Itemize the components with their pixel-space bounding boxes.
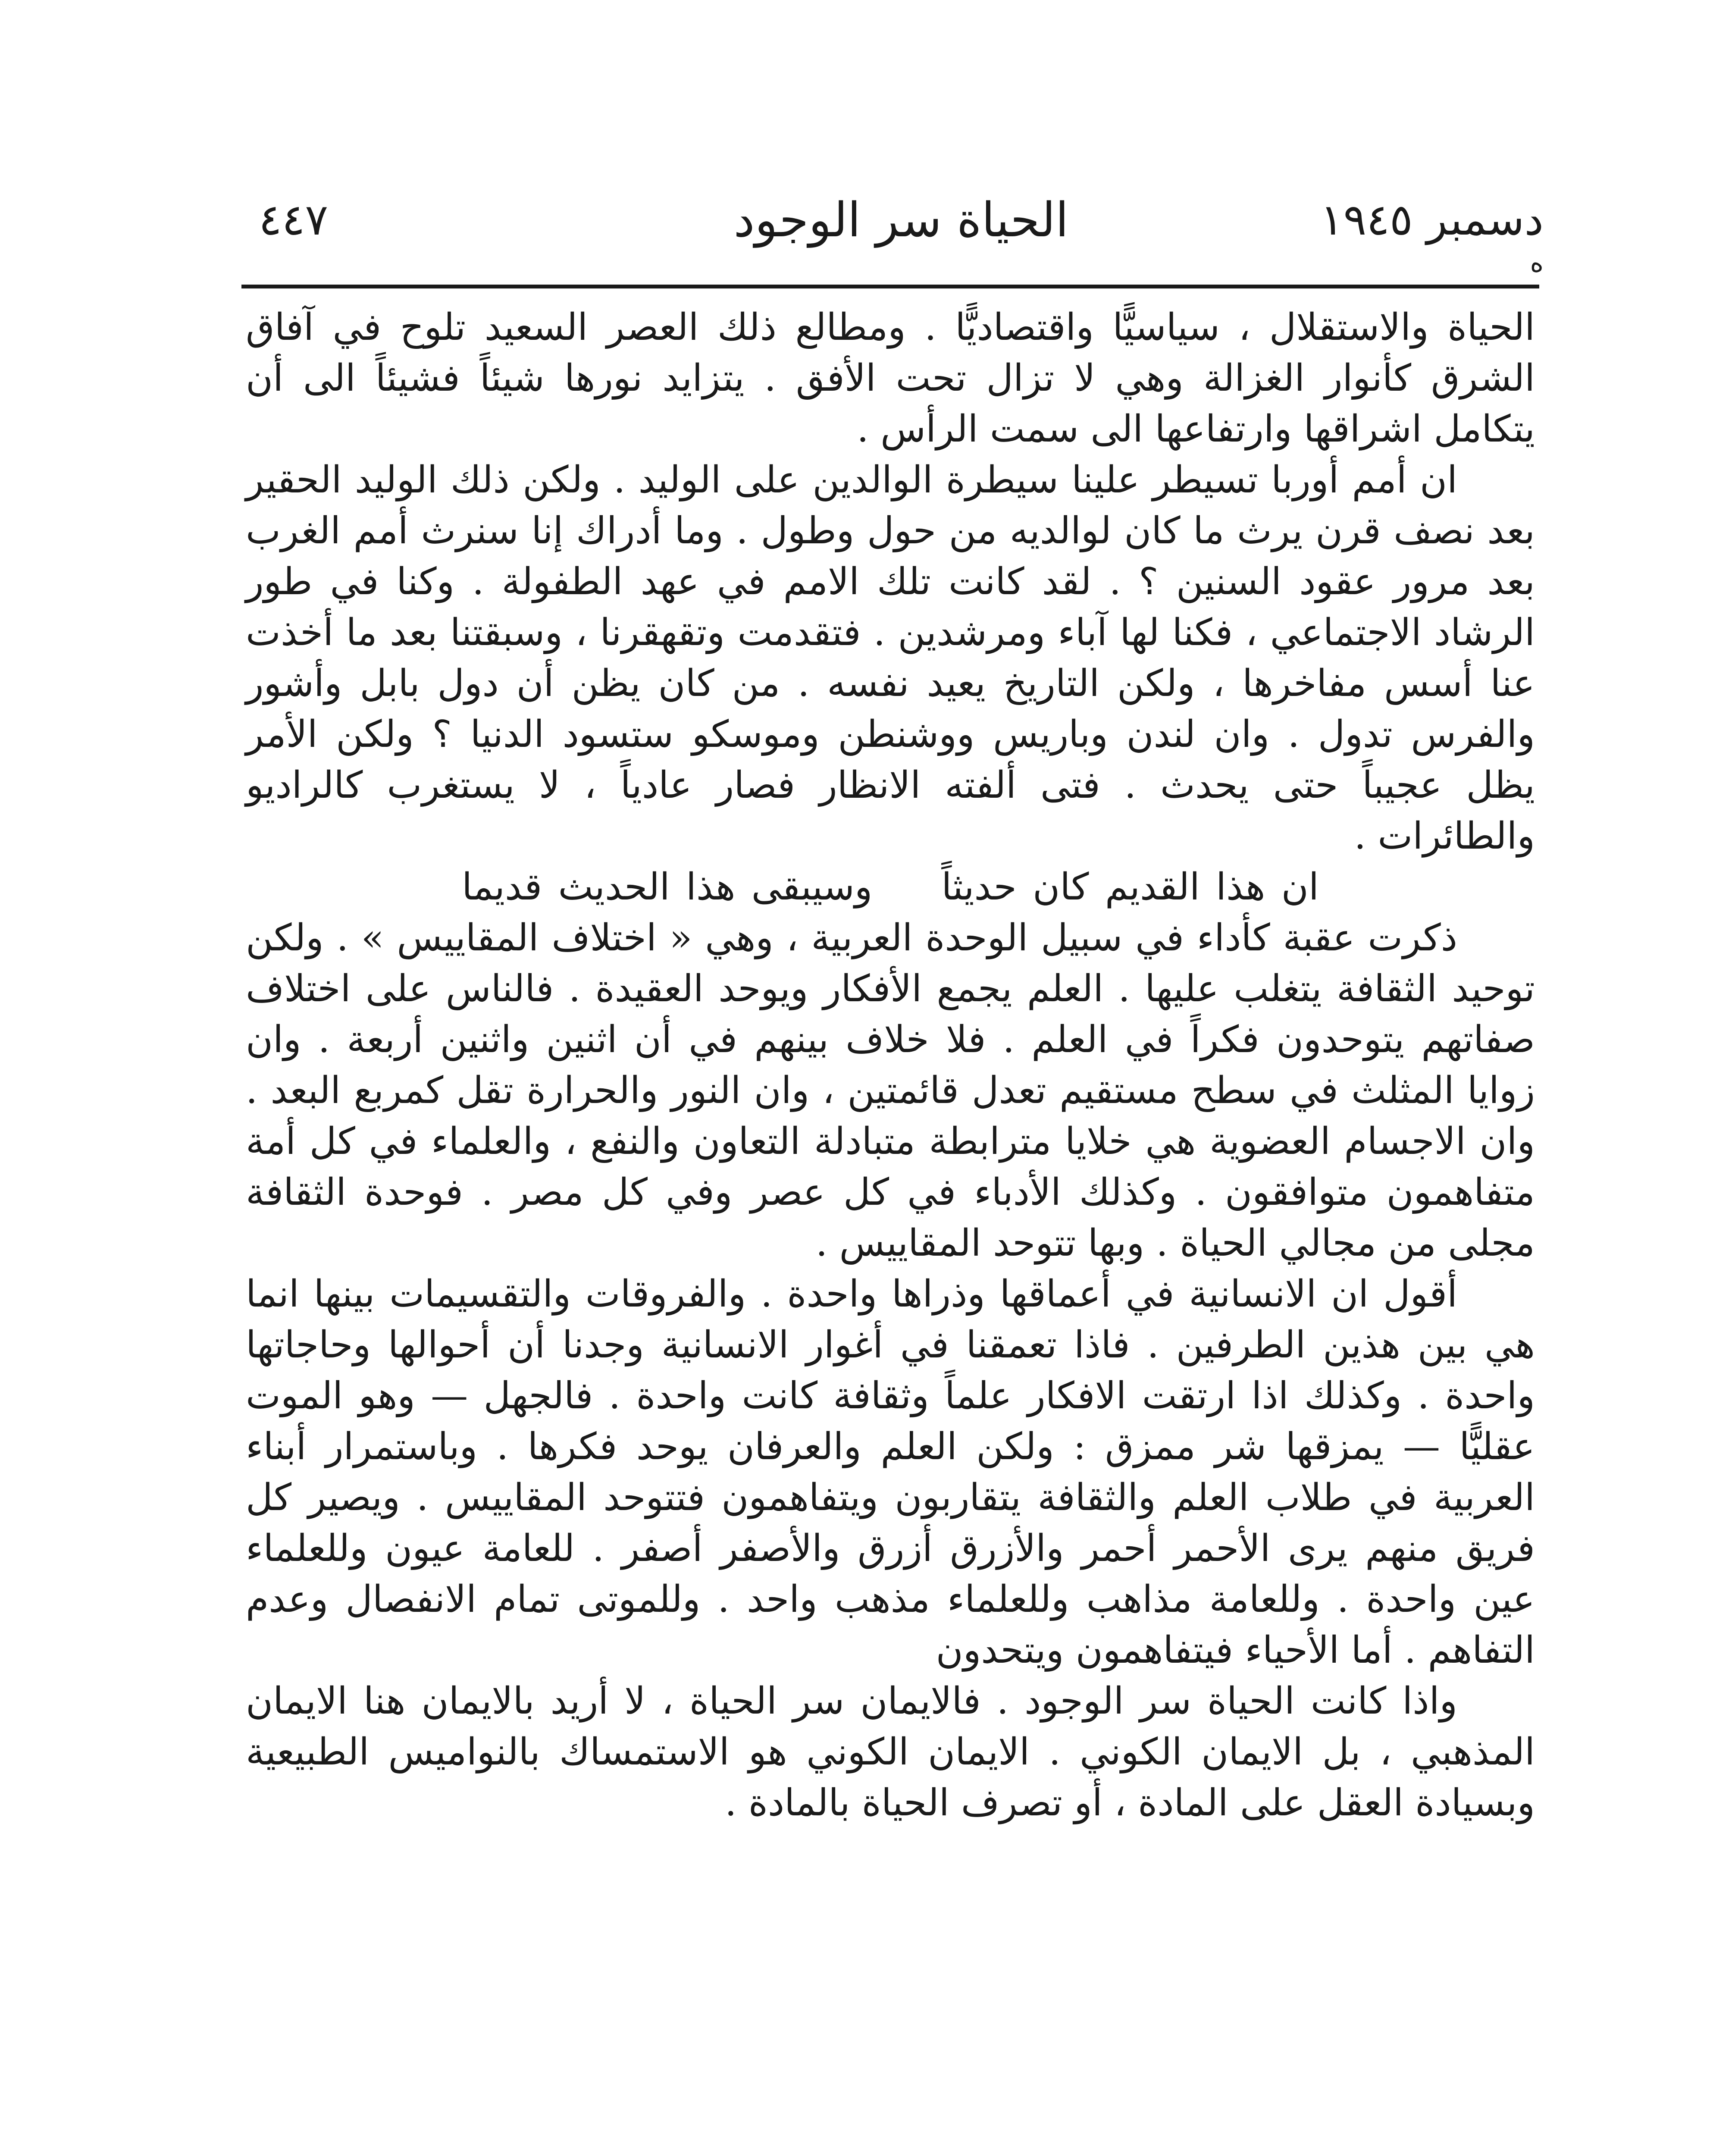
paragraph-4: أقول ان الانسانية في أعماقها وذراها واحدة . والفروقات والتقسيمات بينها انما هي بين هذين الطرفين . فاذا تعمقنا في أغوار الانسانية وجدنا أن أحوالها وحاجاتها واحدة . وكذلك اذا ارتقت الافكار علماً وثقافة كانت واحدة . فالجهل — وهو الموت عقليًّا — يمزقها شر ممزق : ولكن العلم والعرفان يوحد فكرها . وباستمرار أبناء العربية في طلاب العلم والثقافة يتقاربون ويتفاهمون فتتوحد المقاييس . ويصير كل فريق منهم يرى الأحمر أحمر والأزرق أزرق والأصفر أصفر . للعامة عيون وللعلماء عين واحدة . وللعامة مذاهب وللعلماء مذهب واحد . وللموتى تمام الانفصال وعدم التفاهم . أما الأحياء فيتفاهمون ويتحدون (246, 1272, 1535, 1672)
paragraph-2: ان أمم أوربا تسيطر علينا سيطرة الوالدين على الوليد . ولكن ذلك الوليد الحقير بعد نصف قرن يرث ما كان لوالديه من حول وطول . وما أدراك إنا سنرث أمم الغرب بعد مرور عقود السنين ؟ . لقد كانت تلك الامم في عهد الطفولة . وكنا في طور الرشاد الاجتماعي ، فكنا لها آباء ومرشدين . فتقدمت وتقهقرنا ، وسبقتنا بعد ما أخذت عنا أسس مفاخرها ، ولكن التاريخ يعيد نفسه . من كان يظن أن دول بابل وأشور والفرس تدول . وان لندن وباريس ووشنطن وموسكو ستسود الدنيا ؟ ولكن الأمر يظل عجيباً حتى يحدث . فتى ألفته الانظار فصار عادياً ، لا يستغرب كالراديو والطائرات . (246, 458, 1535, 858)
paragraph-1: الحياة والاستقلال ، سياسيًّا واقتصاديًّا . ومطالع ذلك العصر السعيد تلوح في آفاق الشرق كأنوار الغزالة وهي لا تزال تحت الأفق . يتزايد نورها شيئاً فشيئاً الى أن يتكامل اشراقها وارتفاعها الى سمت الرأس . (246, 306, 1535, 451)
header-mark: ه (1530, 248, 1544, 278)
header-date: دسمبر ١٩٤٥ (1320, 194, 1544, 245)
verse-second-hemistich: وسيبقى هذا الحديث قديما (462, 865, 873, 909)
article-body (246, 302, 1535, 1828)
page-number: ٤٤٧ (259, 194, 329, 245)
verse-first-hemistich: ان هذا القديم كان حديثاً (941, 865, 1319, 909)
verse-line (246, 862, 1535, 912)
page-header (259, 185, 1544, 278)
header-rule (241, 285, 1539, 288)
paragraph-3: ذكرت عقبة كأداء في سبيل الوحدة العربية ، وهي « اختلاف المقاييس » . ولكن توحيد الثقافة يتغلب عليها . العلم يجمع الأفكار ويوحد العقيدة . فالناس على اختلاف صفاتهم يتوحدون فكراً في العلم . فلا خلاف بينهم في أن اثنين واثنين أربعة . وان زوايا المثلث في سطح مستقيم تعدل قائمتين ، وان النور والحرارة تقل كمربع البعد . وان الاجسام العضوية هي خلايا مترابطة متبادلة التعاون والنفع ، والعلماء في كل أمة متفاهمون متوافقون . وكذلك الأدباء في كل عصر وفي كل مصر . فوحدة الثقافة مجلى من مجالي الحياة . وبها تتوحد المقاييس . (246, 916, 1535, 1265)
paragraph-5: واذا كانت الحياة سر الوجود . فالايمان سر الحياة ، لا أريد بالايمان هنا الايمان المذهبي ، بل الايمان الكوني . الايمان الكوني هو الاستمساك بالنواميس الطبيعية وبسيادة العقل على المادة ، أو تصرف الحياة بالمادة . (246, 1680, 1535, 1824)
running-title: الحياة سر الوجود (733, 192, 1069, 248)
